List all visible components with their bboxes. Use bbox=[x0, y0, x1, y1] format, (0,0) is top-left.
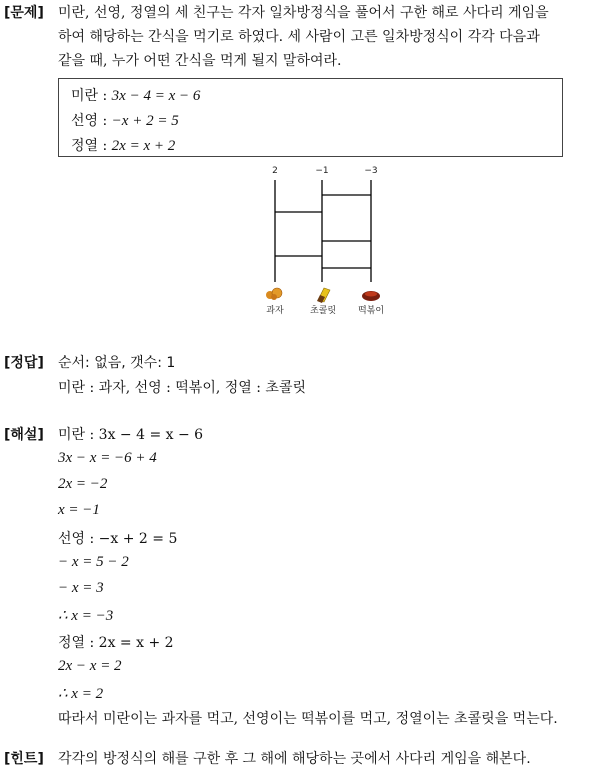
solution-line: 선영 : −x + 2 = 5 bbox=[58, 531, 178, 547]
ladder-bottom-label: 떡볶이 bbox=[357, 306, 385, 316]
solution-line: − x = 5 − 2 bbox=[58, 554, 129, 570]
solution-line: 3x − x = −6 + 4 bbox=[58, 450, 157, 466]
answer-line-2: 미란 : 과자, 선영 : 떡볶이, 정열 : 초콜릿 bbox=[58, 380, 306, 396]
equation-seonyoung: 선영 : −x + 2 = 5 bbox=[71, 113, 179, 129]
ladder-bottom-label: 초콜릿 bbox=[309, 306, 337, 316]
ladder-top-label: 2 bbox=[272, 166, 278, 176]
problem-label: [문제] bbox=[4, 5, 44, 21]
solution-line: ∴ x = 2 bbox=[58, 686, 104, 702]
solution-line: x = −1 bbox=[58, 502, 100, 518]
equation-jeongyeol: 정열 : 2x = x + 2 bbox=[71, 138, 176, 154]
problem-text-line-2: 하여 해당하는 간식을 먹기로 하였다. 세 사람이 고른 일차방정식이 각각 다음과 bbox=[58, 29, 540, 45]
ladder-top-label: −1 bbox=[315, 166, 329, 176]
solution-line: ∴ x = −3 bbox=[58, 608, 114, 624]
problem-text-line-1: 미란, 선영, 정열의 세 친구는 각자 일차방정식을 풀어서 구한 해로 사다리 게임을 bbox=[58, 5, 549, 21]
solution-line: 미란 : 3x − 4 = x − 6 bbox=[58, 427, 204, 443]
equations-box bbox=[58, 78, 563, 157]
ladder-bottom-label: 과자 bbox=[266, 306, 284, 316]
answer-label: [정답] bbox=[4, 355, 44, 371]
solution-conclusion: 따라서 미란이는 과자를 먹고, 선영이는 떡볶이를 먹고, 정열이는 초콜릿을 먹는다. bbox=[58, 711, 558, 727]
tteokbokki-icon bbox=[362, 291, 380, 301]
hint-text: 각각의 방정식의 해를 구한 후 그 해에 해당하는 곳에서 사다리 게임을 해본다. bbox=[58, 751, 531, 767]
ladder-top-label: −3 bbox=[364, 166, 378, 176]
solution-line: − x = 3 bbox=[58, 580, 104, 596]
problem-text-line-3: 같을 때, 누가 어떤 간식을 먹게 될지 말하여라. bbox=[58, 53, 342, 69]
chocolate-icon bbox=[317, 288, 330, 303]
solution-line: 2x − x = 2 bbox=[58, 658, 122, 674]
solution-line: 정열 : 2x = x + 2 bbox=[58, 635, 174, 651]
snack-icon bbox=[266, 288, 282, 300]
hint-label: [힌트] bbox=[4, 751, 44, 767]
equation-miran: 미란 : 3x − 4 = x − 6 bbox=[71, 88, 201, 104]
solution-label: [해설] bbox=[4, 427, 44, 443]
answer-line-1: 순서: 없음, 갯수: 1 bbox=[58, 355, 176, 371]
ladder-diagram bbox=[250, 160, 400, 320]
solution-line: 2x = −2 bbox=[58, 476, 108, 492]
